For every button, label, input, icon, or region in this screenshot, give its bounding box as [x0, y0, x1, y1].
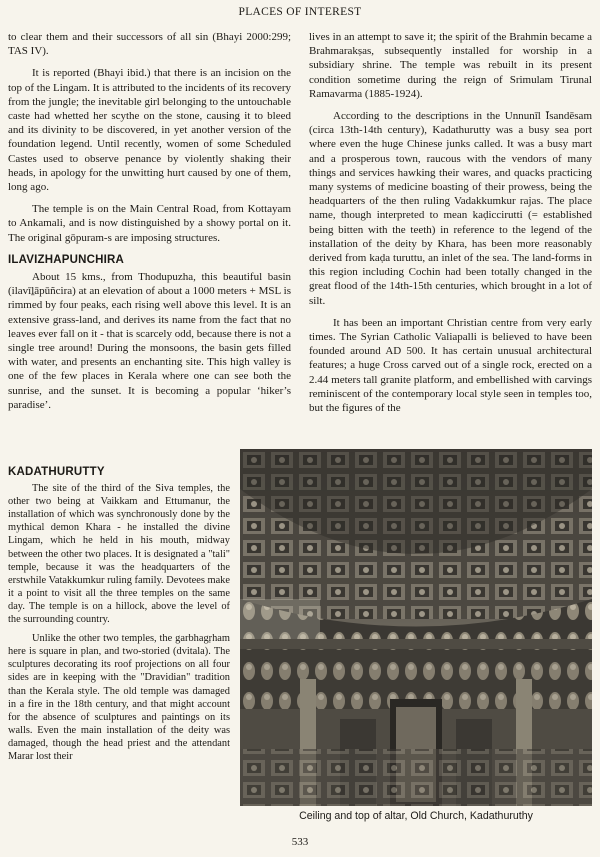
right-paragraph-2: According to the descriptions in the Unnunīl Īsandēsam (circa 13th-14th century), Kadathurutty was a busy sea port where even the huge Chinese junks called. It was a busy mart and a prosperous town, raucous with the vendors of many things and services hawking their wares, and quacks practicing many systems of medicine boasting of their prowess, being the headquarters of the then ruling Vadakkumkur rajas. The place name, though interpreted to mean kaḍiccirutti (= established being bitten with the teeth) in reference to the legend of the installation of the deity by Khara, has been more reasonably derived from kaḍa turuttu, an inlet of the sea. The land-forms in this region including Cochin had been totally changed in the great flood of the 14th-15th centuries, which brought in a lot of silt.	[309, 110, 592, 307]
left-paragraph-3: The temple is on the Main Central Road, from Kottayam to Ankamali, and is now distinguished by a showy portal on it. The original gōpuram-s are imposing structures.	[8, 203, 291, 244]
left-paragraph-4: About 15 kms., from Thodupuzha, this beautiful basin (ilavīḻāpūñcira) at an elevation of about a 1000 meters + MSL is rimmed by four peaks, each rising well above this level. It is an extensive grass-land, and derives its name from the fact that no leaves ever fall on it - that is scarcely odd, because there is not a single tree around! During the monsoons, the basin gets filled with water, and presents an enchanting site. This high valley is one of the few places in Kerala where one can see both the sunrise, and the sunset. It is becoming a popular ‘hiker’s paradise’.	[8, 271, 291, 411]
section-heading-ilavizhapunchira: ILAVIZHAPUNCHIRA	[8, 253, 125, 266]
figure-caption: Ceiling and top of altar, Old Church, Kadathuruthy	[299, 810, 533, 822]
right-paragraph-3: It has been an important Christian centre from very early times. The Syrian Catholic Valiapalli is believed to have been founded around AD 500. It has certain unusual architectural features; a huge Cross carved out of a single rock, erected on a 2.44 meters tall granite platform, and embellished with carvings reminiscent of the contemporary local style seen in temples too, but the figures of the	[309, 316, 592, 415]
church-ceiling-photo	[240, 449, 592, 806]
ceiling-photo-illustration	[240, 449, 592, 806]
lower-paragraph-2: Unlike the other two temples, the garbhagṛham here is square in plan, and two-storied (dvitala). The sculptures decorating its roof projections on all four sides are in keeping with the "Dravidian" tradition than the Kerala style. The old temple was damaged in a fire in the 18th century, and that might account for the absence of sculptures and paintings on its walls. Even the main installation of the deity was damaged, though the head priest and the attendant Marar lost their	[8, 633, 230, 762]
section-heading-kadathurutty: KADATHURUTTY	[8, 466, 105, 478]
running-header: PLACES OF INTEREST	[238, 6, 362, 18]
left-column	[8, 30, 291, 420]
left-paragraph-2: It is reported (Bhayi ibid.) that there is an incision on the top of the Lingam. It is attributed to the incidents of its recovery from the jungle; the inevitable girl belonging to the untouchable caste had whetted her scythe on the stone, causing it to bleed and its divinity to be discovered, in yet another version of the foundation legend. Until recently, women of some Scheduled Castes used to observe penance by violently shaking their heads, in apology for the unwitting hurt caused by one of them, long ago.	[8, 67, 291, 194]
right-paragraph-1: lives in an attempt to save it; the spirit of the Brahmin became a Brahmarakṣas, subsequently installed for worship in a subsidiary shrine. The temple was rebuilt in its present condition sometime during the reign of Srimulam Tirunal Ramavarma (1885-1924).	[309, 31, 592, 100]
lower-left-column	[8, 460, 230, 769]
right-column	[309, 30, 592, 423]
lower-paragraph-1: The site of the third of the Siva temples, the other two being at Vaikkam and Ettumanur, the installation of which was synchronously done by the mythical demon Khara - he installed the divine Lingam, which he held in his mouth, midway between the other two places. It is designated a "tali" temple, because it was the headquarters of the erstwhile Vatakkumkur ruling family. Devotees make it a point to visit all the three temples on the same day. The temple is on a hillock, above the level of the surrounding country.	[8, 483, 230, 626]
left-paragraph-1: to clear them and their successors of all sin (Bhayi 2000:299; TAS IV).	[8, 31, 291, 58]
page-number: 533	[291, 836, 309, 848]
